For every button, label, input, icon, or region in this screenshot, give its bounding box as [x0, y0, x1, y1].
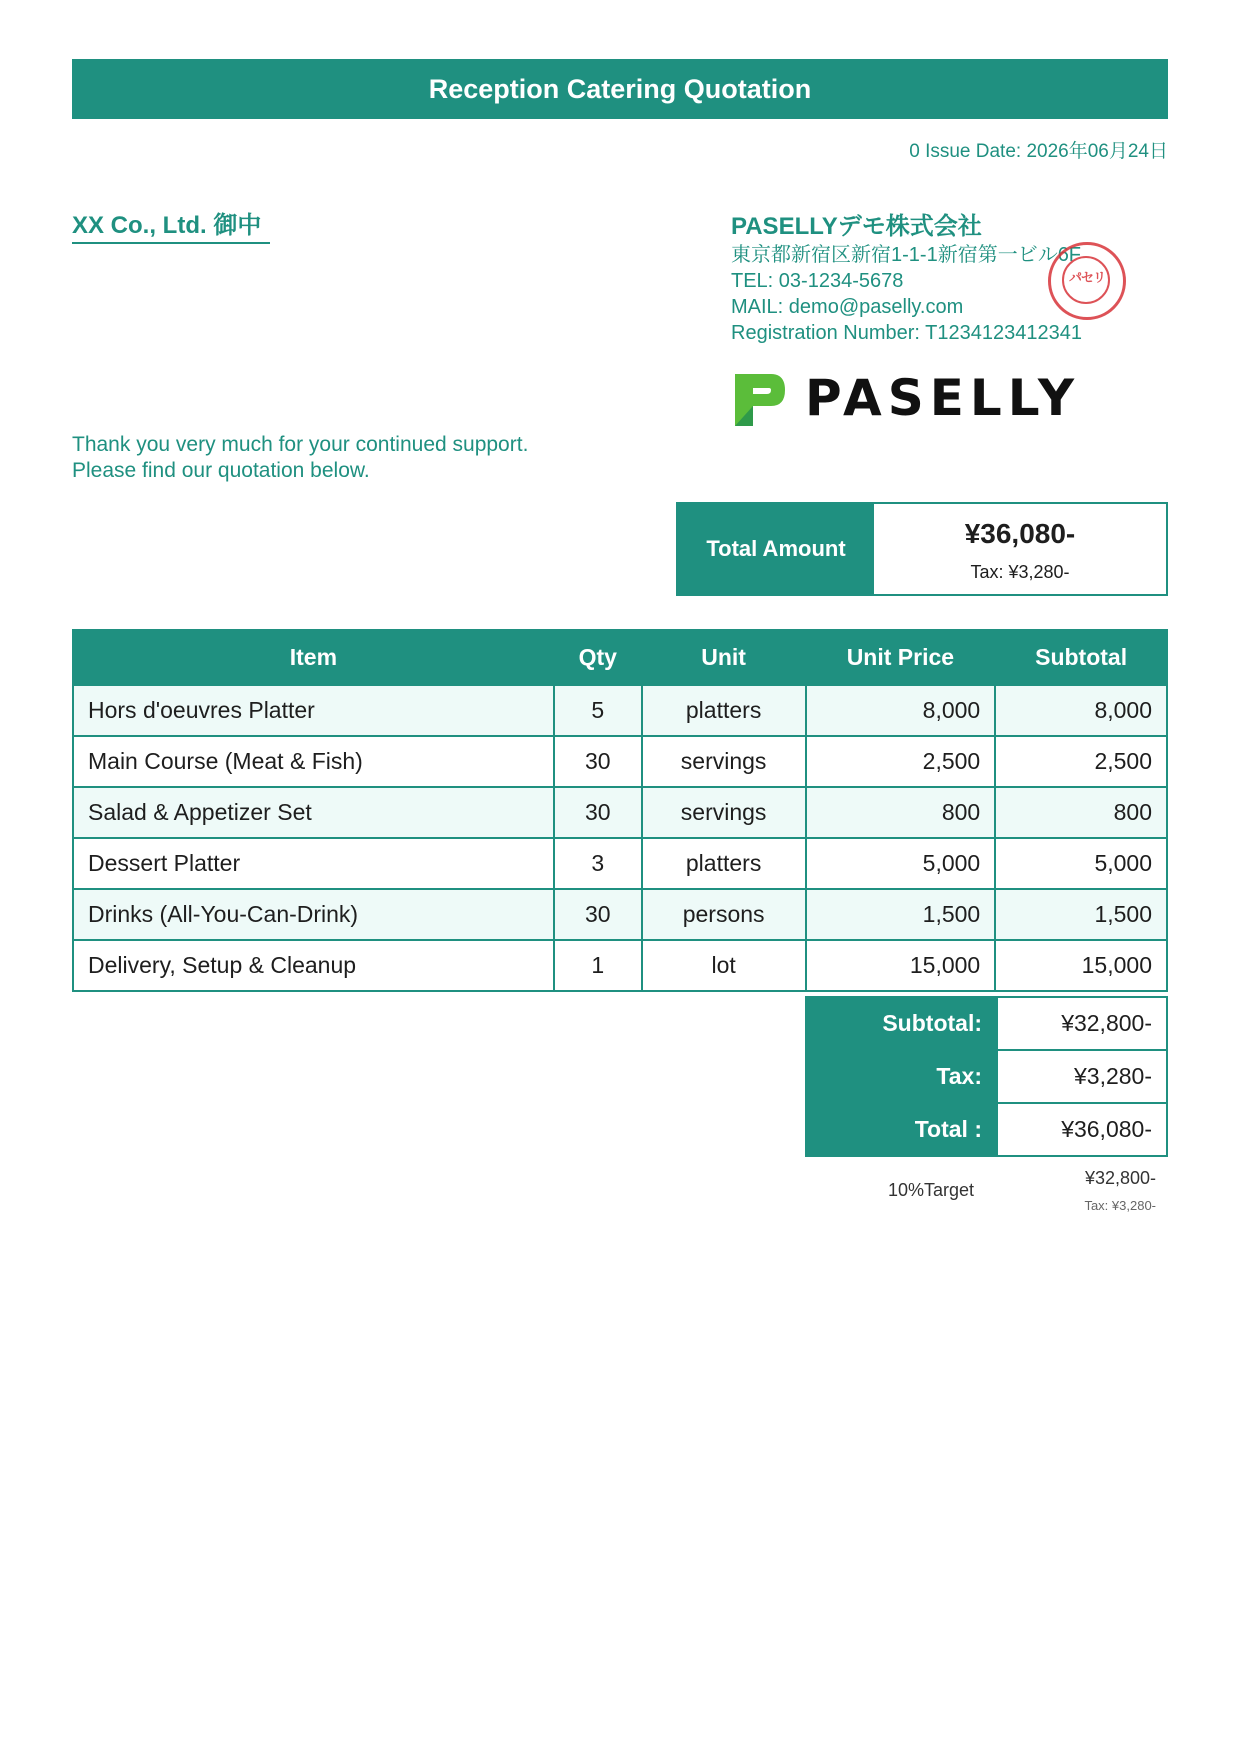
company-address: 東京都新宿区新宿1-1-1新宿第一ビル6F — [731, 244, 1082, 266]
table-row — [73, 940, 1167, 991]
summary-tax-row — [806, 1050, 1167, 1103]
cell-item: Drinks (All-You-Can-Drink) — [73, 889, 554, 940]
cell-subtotal: 2,500 — [995, 736, 1167, 787]
tax-amount-note: Tax: ¥3,280- — [1084, 1198, 1156, 1213]
cell-item: Main Course (Meat & Fish) — [73, 736, 554, 787]
header-item: Item — [73, 630, 554, 685]
company-mail: MAIL: demo@paselly.com — [731, 296, 964, 318]
cell-qty: 30 — [554, 889, 642, 940]
greeting-line-1: Thank you very much for your continued support. — [72, 433, 529, 456]
company-name: PASELLYデモ株式会社 — [731, 213, 982, 240]
summary-total-label: Total : — [806, 1103, 997, 1156]
tax-rate-target: 10%Target — [888, 1180, 975, 1200]
company-tel: TEL: 03-1234-5678 — [731, 270, 904, 292]
cell-unit: servings — [642, 736, 806, 787]
tax-base-amount: ¥32,800- — [1084, 1168, 1156, 1188]
greeting-text — [72, 432, 528, 484]
cell-item: Hors d'oeuvres Platter — [73, 685, 554, 736]
company-registration: Registration Number: T1234123412341 — [731, 322, 1082, 344]
summary-total-row — [806, 1103, 1167, 1156]
total-amount-tax: Tax: ¥3,280- — [970, 562, 1070, 582]
cell-qty: 3 — [554, 838, 642, 889]
cell-unit-price: 15,000 — [806, 940, 996, 991]
header-subtotal: Subtotal — [995, 630, 1167, 685]
cell-unit: platters — [642, 685, 806, 736]
company-logo — [731, 368, 1080, 428]
company-block — [731, 212, 1082, 346]
cell-qty: 1 — [554, 940, 642, 991]
items-table — [72, 629, 1168, 992]
cell-subtotal: 1,500 — [995, 889, 1167, 940]
header-unit-price: Unit Price — [806, 630, 996, 685]
leaf-logo-icon — [731, 368, 787, 428]
summary-total-value: ¥36,080- — [997, 1103, 1167, 1156]
cell-qty: 5 — [554, 685, 642, 736]
cell-unit: lot — [642, 940, 806, 991]
table-row — [73, 889, 1167, 940]
cell-subtotal: 5,000 — [995, 838, 1167, 889]
header-unit: Unit — [642, 630, 806, 685]
table-row — [73, 787, 1167, 838]
cell-subtotal: 8,000 — [995, 685, 1167, 736]
cell-subtotal: 15,000 — [995, 940, 1167, 991]
total-amount-value-cell — [874, 504, 1166, 594]
cell-subtotal: 800 — [995, 787, 1167, 838]
cell-unit: persons — [642, 889, 806, 940]
cell-item: Delivery, Setup & Cleanup — [73, 940, 554, 991]
company-seal-stamp — [1048, 242, 1126, 320]
cell-unit-price: 2,500 — [806, 736, 996, 787]
cell-qty: 30 — [554, 787, 642, 838]
total-amount-value: ¥36,080- — [964, 518, 1076, 549]
summary-tax-label: Tax: — [806, 1050, 997, 1103]
summary-tax-value: ¥3,280- — [997, 1050, 1167, 1103]
logo-wordmark: PASELLY — [805, 369, 1081, 427]
cell-qty: 30 — [554, 736, 642, 787]
issue-date: 0 Issue Date: 2026年06月24日 — [909, 141, 1168, 162]
table-header-row — [73, 630, 1167, 685]
summary-subtotal-label: Subtotal: — [806, 997, 997, 1050]
table-row — [73, 838, 1167, 889]
cell-unit-price: 800 — [806, 787, 996, 838]
cell-unit-price: 5,000 — [806, 838, 996, 889]
table-row — [73, 685, 1167, 736]
cell-unit: platters — [642, 838, 806, 889]
total-amount-label: Total Amount — [678, 504, 874, 594]
summary-table — [805, 996, 1168, 1157]
cell-unit-price: 1,500 — [806, 889, 996, 940]
client-name: XX Co., Ltd. 御中 — [72, 212, 270, 244]
header-qty: Qty — [554, 630, 642, 685]
document-title: Reception Catering Quotation — [72, 59, 1168, 119]
summary-subtotal-value: ¥32,800- — [997, 997, 1167, 1050]
cell-unit-price: 8,000 — [806, 685, 996, 736]
stamp-text: パセリ — [1068, 270, 1105, 285]
total-amount-box — [676, 502, 1168, 596]
summary-subtotal-row — [806, 997, 1167, 1050]
cell-item: Dessert Platter — [73, 838, 554, 889]
cell-unit: servings — [642, 787, 806, 838]
table-row — [73, 736, 1167, 787]
cell-item: Salad & Appetizer Set — [73, 787, 554, 838]
greeting-line-2: Please find our quotation below. — [72, 459, 370, 482]
